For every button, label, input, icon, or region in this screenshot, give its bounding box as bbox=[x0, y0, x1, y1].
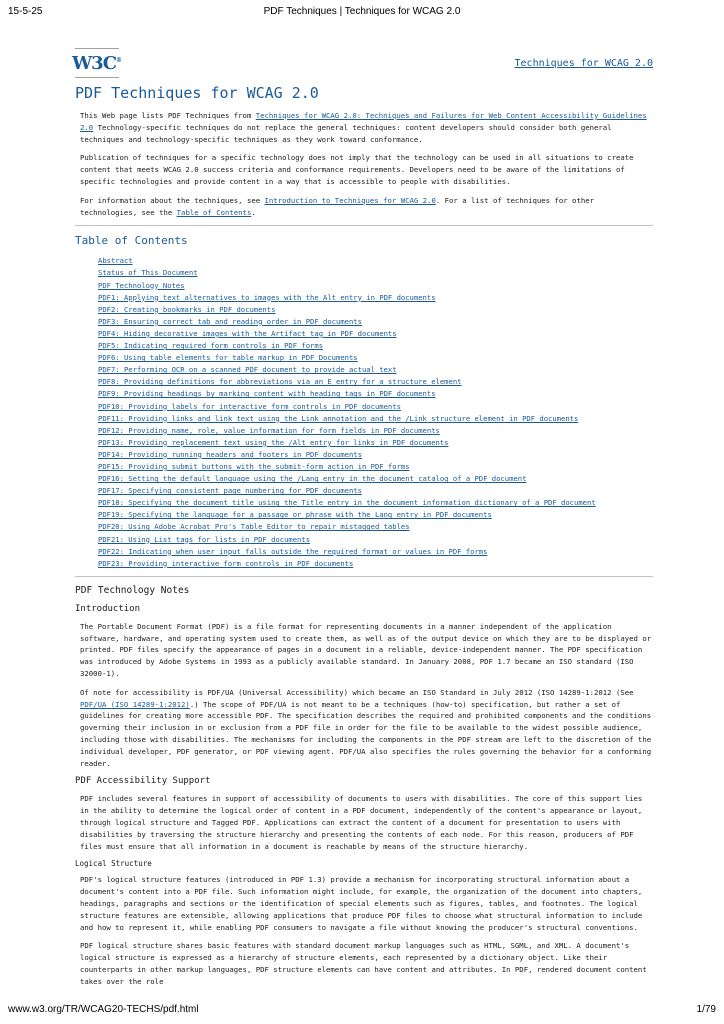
toc-title: Table of Contents bbox=[75, 234, 188, 248]
toc-link[interactable]: PDF2: Creating bookmarks in PDF documents bbox=[98, 304, 276, 314]
print-url: www.w3.org/TR/WCAG20-TECHS/pdf.html bbox=[8, 1004, 199, 1015]
intro-paragraph-1 bbox=[80, 110, 653, 145]
logical-structure-paragraph-1: PDF's logical structure features (introduced in PDF 1.3) provide a mechanism for incorporating structural information about a document's content into a PDF file. Such information might include, for example, the organization of the document into chapters, headings, paragraphs and sections or the identification of special elements such as figures, tables, and footnotes. The logical structure features are extensible, allowing applications that produce PDF files to choose what structural information to include and how to represent it, while enabling PDF consumers to navigate a file without knowing the producer's structural conventions. bbox=[80, 875, 643, 932]
pdf-ua-link[interactable]: PDF/UA (ISO 14289-1:2012) bbox=[80, 699, 190, 709]
toc-link[interactable]: PDF14: Providing running headers and footers in PDF documents bbox=[98, 449, 362, 459]
toc-item bbox=[98, 497, 653, 509]
toc-item bbox=[98, 413, 653, 425]
techniques-and-failures-link[interactable]: Techniques for WCAG 2.0: Techniques and Failures for Web Content Accessibility Guidelines 2.0 bbox=[80, 111, 647, 132]
toc-link[interactable]: PDF9: Providing headings by marking content with heading tags in PDF documents bbox=[98, 389, 436, 399]
toc-link[interactable]: PDF17: Specifying consistent page numbering for PDF documents bbox=[98, 486, 362, 496]
intro-to-techniques-link[interactable]: Introduction to Techniques for WCAG 2.0 bbox=[264, 195, 436, 205]
toc-item bbox=[98, 304, 653, 316]
toc-link[interactable]: PDF13: Providing replacement text using the /Alt entry for links in PDF documents bbox=[98, 437, 449, 447]
toc-link[interactable]: PDF23: Providing interactive form controls in PDF documents bbox=[98, 558, 354, 568]
print-date: 15-5-25 bbox=[8, 6, 43, 17]
toc-item bbox=[98, 509, 653, 521]
toc-link[interactable]: PDF16: Setting the default language using the /Lang entry in the document catalog of a PDF document bbox=[98, 474, 527, 484]
toc-link[interactable]: Abstract bbox=[98, 256, 133, 266]
toc-item bbox=[98, 340, 653, 352]
top-bar bbox=[71, 48, 653, 80]
print-title: PDF Techniques | Techniques for WCAG 2.0 bbox=[263, 6, 461, 17]
intro-p3-after: . bbox=[251, 207, 256, 217]
logical-structure-paragraph-2: PDF logical structure shares basic features with standard document markup languages such as HTML, SGML, and XML. A document's logical structure is expressed as a hierarchy of structure elements, each represented by a dictionary object. Like their counterparts in other markup languages, PDF structure elements can have content and attributes. In PDF, rendered document content takes over the role bbox=[80, 941, 647, 986]
intro-paragraph-2: Publication of techniques for a specific technology does not imply that the technology can be used in all situations to create content that meets WCAG 2.0 success criteria and conformance requirements. Developers need to be aware of the limitations of specific technologies and provide content in a way that is accessible to people with disabilities. bbox=[80, 153, 634, 186]
toc-link[interactable]: PDF12: Providing name, role, value information for form fields in PDF documents bbox=[98, 425, 440, 435]
page-title: PDF Techniques for WCAG 2.0 bbox=[75, 84, 319, 102]
toc-item bbox=[98, 292, 653, 304]
toc-link[interactable]: PDF4: Hiding decorative images with the Artifact tag in PDF documents bbox=[98, 328, 397, 338]
toc-link[interactable]: PDF10: Providing labels for interactive form controls in PDF documents bbox=[98, 401, 401, 411]
notes-heading: PDF Technology Notes bbox=[75, 584, 190, 596]
accessibility-support-paragraph: PDF includes several features in support of accessibility of documents to users with disabilities. The core of this support lies in the ability to determine the logical order of content in a PDF document, independently of the content's appearance or layout, through logical structure and Tagged PDF. Applications can extract the content of a document for presentation to users with disabilities by traversing the structure hierarchy and presenting the contents of each node. For this reason, producers of PDF files must ensure that all information in a document is reachable by means of the structure hierarchy. bbox=[80, 794, 643, 851]
toc-item bbox=[98, 352, 653, 364]
toc-item bbox=[98, 558, 653, 570]
w3c-registered-mark: ® bbox=[116, 56, 123, 64]
toc-link[interactable]: PDF6: Using table elements for table markup in PDF Documents bbox=[98, 353, 358, 363]
intro-p1-before: This Web page lists PDF Techniques from bbox=[80, 111, 256, 120]
toc-link[interactable]: PDF1: Applying text alternatives to images with the Alt entry in PDF documents bbox=[98, 292, 436, 302]
intro-np2-after: .) The scope of PDF/UA is not meant to be a techniques (how-to) specification, but rather a set of guidelines for creating more accessible PDF. The specification describes the required and prohibited components and the conditions governing their inclusion in or exclusion from a PDF file in order for the file to be available to the widest possible audience, including those with disabilities. The mechanisms for including the components in the PDF stream are left to the discretion of the individual developer, PDF generator, or PDF viewing agent. PDF/UA also specifies the rules governing the behavior for a conforming reader. bbox=[80, 699, 652, 768]
toc-link[interactable]: PDF22: Indicating when user input falls outside the required format or values in PDF forms bbox=[98, 546, 488, 556]
toc-item bbox=[98, 401, 653, 413]
toc-item bbox=[98, 267, 653, 279]
toc-item bbox=[98, 328, 653, 340]
toc-link[interactable]: PDF11: Providing links and link text using the Link annotation and the /Link structure element in PDF documents bbox=[98, 413, 579, 423]
toc-link[interactable]: Status of This Document bbox=[98, 268, 198, 278]
intro-p1-after: Technology-specific techniques do not replace the general techniques: content developers should consider both general techniques and technology-specific techniques as they work toward conformance. bbox=[80, 122, 612, 144]
divider bbox=[75, 225, 653, 226]
toc-item bbox=[98, 449, 653, 461]
toc-link[interactable]: PDF3: Ensuring correct tab and reading order in PDF documents bbox=[98, 316, 362, 326]
intro-p3-middle: . For a list of techniques for other technologies, see the bbox=[80, 195, 595, 217]
toc-item bbox=[98, 546, 653, 558]
toc-item bbox=[98, 316, 653, 328]
toc-item bbox=[98, 473, 653, 485]
toc-link[interactable]: PDF15: Providing submit buttons with the submit-form action in PDF forms bbox=[98, 461, 410, 471]
toc-item bbox=[98, 521, 653, 533]
toc-item bbox=[98, 388, 653, 400]
intro-paragraph-3 bbox=[80, 195, 653, 219]
table-of-contents-link[interactable]: Table of Contents bbox=[176, 207, 252, 217]
toc-link[interactable]: PDF19: Specifying the language for a passage or phrase with the Lang entry in PDF documents bbox=[98, 510, 492, 520]
toc-item bbox=[98, 255, 653, 267]
toc-list bbox=[98, 255, 653, 569]
logical-structure-heading: Logical Structure bbox=[75, 859, 152, 869]
introduction-paragraph-1: The Portable Document Format (PDF) is a file format for representing documents in a manner independent of the application software, hardware, and operating system used to create them, as well as of the output device on which they are to be displayed or printed. PDF files specify the appearance of pages in a document in a reliable, device-independent manner. The PDF specification was introduced by Adobe Systems in 1993 as a publicly available standard. In January 2008, PDF 1.7 became an ISO standard (ISO 32000-1). bbox=[80, 621, 652, 678]
techniques-home-link[interactable]: Techniques for WCAG 2.0 bbox=[514, 58, 653, 69]
toc-link[interactable]: PDF20: Using Adobe Acrobat Pro's Table Editor to repair mistagged tables bbox=[98, 522, 410, 532]
toc-item bbox=[98, 461, 653, 473]
print-header bbox=[8, 6, 716, 20]
introduction-heading: Introduction bbox=[75, 603, 141, 614]
toc-item bbox=[98, 364, 653, 376]
toc-link[interactable]: PDF21: Using List tags for lists in PDF documents bbox=[98, 534, 311, 544]
introduction-paragraph-2 bbox=[80, 687, 653, 770]
toc-item bbox=[98, 485, 653, 497]
toc-item bbox=[98, 534, 653, 546]
toc-link[interactable]: PDF5: Indicating required form controls in PDF forms bbox=[98, 341, 324, 351]
toc-link[interactable]: PDF8: Providing definitions for abbreviations via an E entry for a structure element bbox=[98, 377, 462, 387]
w3c-logo-text: W3C bbox=[71, 52, 117, 74]
document-content bbox=[71, 48, 653, 995]
intro-np2-before: Of note for accessibility is PDF/UA (Universal Accessibility) which became an ISO Standard in July 2012 (ISO 14289-1:2012 (See bbox=[80, 687, 634, 697]
accessibility-support-heading: PDF Accessibility Support bbox=[75, 776, 211, 787]
toc-item bbox=[98, 280, 653, 292]
toc-item bbox=[98, 425, 653, 437]
w3c-logo[interactable] bbox=[71, 48, 123, 78]
toc-link[interactable]: PDF18: Specifying the document title using the Title entry in the document information dictionary of a PDF document bbox=[98, 498, 596, 508]
divider bbox=[75, 576, 653, 577]
toc-link[interactable]: PDF Technology Notes bbox=[98, 280, 185, 290]
toc-item bbox=[98, 437, 653, 449]
toc-link[interactable]: PDF7: Performing OCR on a scanned PDF document to provide actual text bbox=[98, 365, 397, 375]
print-page-number: 1/79 bbox=[696, 1004, 716, 1015]
intro-p3-before: For information about the techniques, see bbox=[80, 195, 265, 205]
toc-item bbox=[98, 376, 653, 388]
print-footer bbox=[8, 1004, 716, 1018]
